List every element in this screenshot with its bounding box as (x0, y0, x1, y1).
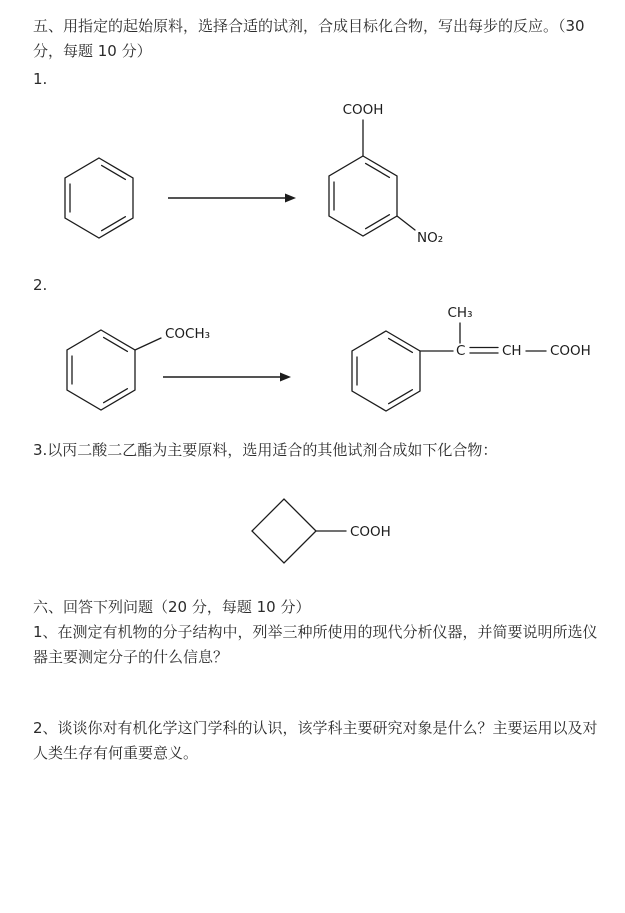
benzene-ring (65, 158, 133, 238)
q1-reaction-scheme (33, 98, 601, 270)
q1-number: 1. (33, 70, 48, 88)
q1-product-structure (325, 100, 455, 252)
coch3-label: COCH₃ (165, 326, 211, 342)
q1-reaction-arrow (168, 191, 296, 205)
section6-q1: 1、在测定有机物的分子结构中，列举三种所使用的现代分析仪器，并简要说明所选仪器主要测定分子的什么信息？ (33, 623, 598, 666)
q2-reaction-arrow (163, 370, 291, 384)
cooh-label: COOH (550, 343, 591, 359)
cooh-label: COOH (342, 102, 384, 118)
benzene-ring (67, 330, 135, 410)
cyclobutane-cooh-structure (246, 491, 396, 571)
ch3-label: CH₃ (447, 305, 473, 321)
benzene-ring (352, 331, 420, 411)
section6-heading: 六、回答下列问题（20 分，每题 10 分） (33, 598, 311, 616)
section5-heading: 五、用指定的起始原料，选择合适的试剂，合成目标化合物，写出每步的反应。（30 分，每题 10 分） (33, 17, 585, 60)
no2-label: NO₂ (417, 230, 444, 246)
q3-target-structure (33, 491, 601, 571)
cooh-label: COOH (350, 524, 391, 540)
q1-benzene-structure (61, 154, 137, 244)
substituent-bond (135, 338, 161, 350)
q2-reaction-scheme (33, 300, 601, 438)
q2-reactant-structure (63, 320, 233, 415)
q2-number: 2. (33, 276, 48, 294)
q2-product-structure (348, 303, 598, 418)
no2-bond (397, 216, 415, 230)
c-label: C (456, 343, 466, 359)
cyclobutane-ring (252, 499, 316, 563)
ch-label: CH (502, 343, 522, 359)
section6-q2: 2、谈谈你对有机化学这门学科的认识，该学科主要研究对象是什么？主要运用以及对人类生存有何重要意义。 (33, 719, 598, 762)
benzene-ring (329, 156, 397, 236)
q3-text: 3.以丙二酸二乙酯为主要原料，选用适合的其他试剂合成如下化合物： (33, 441, 498, 459)
